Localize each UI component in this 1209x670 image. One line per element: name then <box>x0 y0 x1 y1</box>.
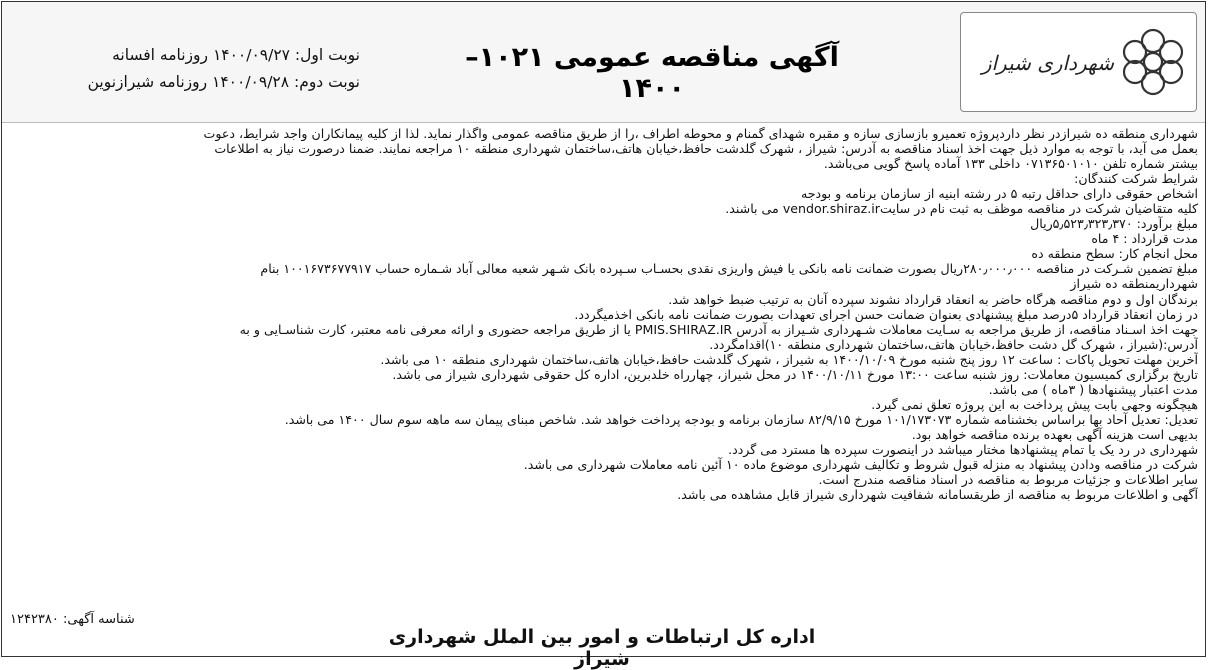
body-line: شرکت در مناقصه ودادن پیشنهاد به منزله قبول شروط و تکالیف شهرداری موضوع ماده ۱۰ آئین نامه معاملات شهرداری می باشد. <box>523 457 1198 473</box>
publication-first: نوبت اول: ۱۴۰۰/۰۹/۲۷ روزنامه افسانه <box>112 46 360 64</box>
body-line: کلیه متقاضیان شرکت در مناقصه موظف به ثبت نام در سایتvendor.shiraz.ir می باشند. <box>725 201 1198 217</box>
body-line: بعمل می آید، با توجه به موارد ذیل جهت اخذ اسناد مناقصه به آدرس: شیراز ، شهرک گلدشت حافظ،خیابان هاتف،ساختمان شهرداری منطقه ۱۰ مراجعه نمایند. ضمنا درصورت نیاز به اطلاعات <box>214 141 1198 157</box>
body-line: بیشتر شماره تلفن ۰۷۱۳۶۵۰۱۰۱۰ داخلی ۱۳۳ آماده پاسخ گویی می‌باشد. <box>823 156 1198 172</box>
body-line: هیچگونه وجهی بابت پیش پرداخت به این پروژه تعلق نمی گیرد. <box>871 396 1198 412</box>
notice-id: شناسه آگهی: ۱۲۴۲۳۸۰ <box>10 612 135 627</box>
issuer-footer: اداره کل ارتباطات و امور بین الملل شهرداری شیراز <box>388 626 816 670</box>
body-line: بدیهی است هزینه آگهی بعهده برنده مناقصه خواهد بود. <box>911 426 1198 442</box>
body-line: تاریخ برگزاری کمیسیون معاملات: روز شنبه ساعت ۱۳:۰۰ مورخ ۱۴۰۰/۱۰/۱۱ در محل شیراز، چهارراه خلدبرین، اداره کل حقوقی شهرداری شیراز می باشد. <box>392 366 1198 382</box>
body-line: محل انجام کار: سطح منطقه ده <box>1031 246 1198 262</box>
publication-info <box>20 42 360 96</box>
notice-header <box>2 2 1205 123</box>
body-line: سایر اطلاعات و جزئیات مربوط به مناقصه در اسناد مناقصه مندرج است. <box>818 472 1198 488</box>
body-line: جهت اخذ اسـناد مناقصه، از طریق مراجعه به سـایت معاملات شـهرداری شـیراز به آدرس PMIS.SHIRAZ.IR یا از طریق مراجعه حضوری و ارائه معرفی نامه معتبر، کارت شناسـایی و به <box>239 321 1198 337</box>
body-line: تعدیل: تعدیل آحاد بها براساس بخشنامه شماره ۱۰۱/۱۷۳۰۷۳ مورخ ۸۲/۹/۱۵ سازمان برنامه و بودجه پرداخت خواهد شد. شاخص مبنای پیمان سه ماهه سوم سال ۱۴۰۰ می باشد. <box>284 411 1198 427</box>
body-line: در زمان انعقاد قرارداد ۵درصد مبلغ پیشنهادی بعنوان ضمانت حسن اجرای تعهدات بصورت ضمانت نامه بانکی اخذمیگردد. <box>574 306 1198 322</box>
body-line: شهرداری منطقه ده شیرازدر نظر داردپروژه تعمیرو بازسازی سازه و مقبره شهدای گمنام و محوطه اطراف ،را از طریق مناقصه عمومی واگذار نماید. لذا از کلیه پیمانکاران واجد شرایط، دعوت <box>203 126 1198 141</box>
body-line: آگهی و اطلاعات مربوط به مناقصه از طریقسامانه شفافیت شهرداری شیراز قابل مشاهده می باشد. <box>677 487 1198 503</box>
flower-emblem-icon <box>1118 27 1188 97</box>
body-line: اشخاص حقوقی دارای حداقل رتبه ۵ در رشته ابنیه از سازمان برنامه و بودجه <box>800 186 1198 202</box>
body-line: برندگان اول و دوم مناقصه هرگاه حاضر به انعقاد قرارداد نشوند سپرده آنان به ترتیب ضبط خواهد شد. <box>668 291 1198 307</box>
notice-frame <box>1 1 1206 670</box>
publication-second: نوبت دوم: ۱۴۰۰/۰۹/۲۸ روزنامه شیرازنوین <box>87 73 360 91</box>
body-line: آدرس:(شیراز ، شهرک گل دشت حافظ،خیابان هاتف،ساختمان شهرداری منطقه ۱۰)اقدامگردد. <box>709 336 1198 352</box>
body-line: شرایط شرکت کنندگان: <box>1074 171 1198 187</box>
notice-body <box>10 126 1198 502</box>
body-line: مبلغ برآورد: ۵٫۵۲۳٫۳۲۳٫۳۷۰ریال <box>1030 216 1198 232</box>
notice-title: آگهی مناقصه عمومی ۱۰۲۱–۱۴۰۰ <box>465 42 839 104</box>
municipality-logo <box>960 12 1197 112</box>
body-line: مدت اعتبار پیشنهادها ( ۳ماه ) می باشد. <box>988 381 1198 397</box>
body-line: مدت قرارداد : ۴ ماه <box>1091 231 1198 247</box>
body-line: مبلغ تضمین شـرکت در مناقصه ۲۸۰٫۰۰۰٫۰۰۰ریال بصورت ضمانت نامه بانکی یا فیش واریزی نقدی بحسـاب سـپرده بانک شـهر شعبه معالی آباد شـماره حساب ۱۰۰۱۶۷۳۶۷۷۹۱۷ بنام <box>260 261 1198 277</box>
logo-text: شهرداری شیراز <box>981 51 1114 75</box>
body-line: آخرین مهلت تحویل پاکات : ساعت ۱۲ روز پنج شنبه مورخ ۱۴۰۰/۱۰/۰۹ به شیراز ، شهرک گلدشت حافظ،خیابان هاتف،ساختمان شهرداری منطقه ۱۰ می باشد. <box>380 351 1198 367</box>
body-line: شهرداریمنطقه ده شیراز <box>1070 276 1198 292</box>
body-line: شهرداری در رد یک یا تمام پیشنهادها مختار میباشد در اینصورت سپرده ها مسترد می گردد. <box>728 441 1198 457</box>
